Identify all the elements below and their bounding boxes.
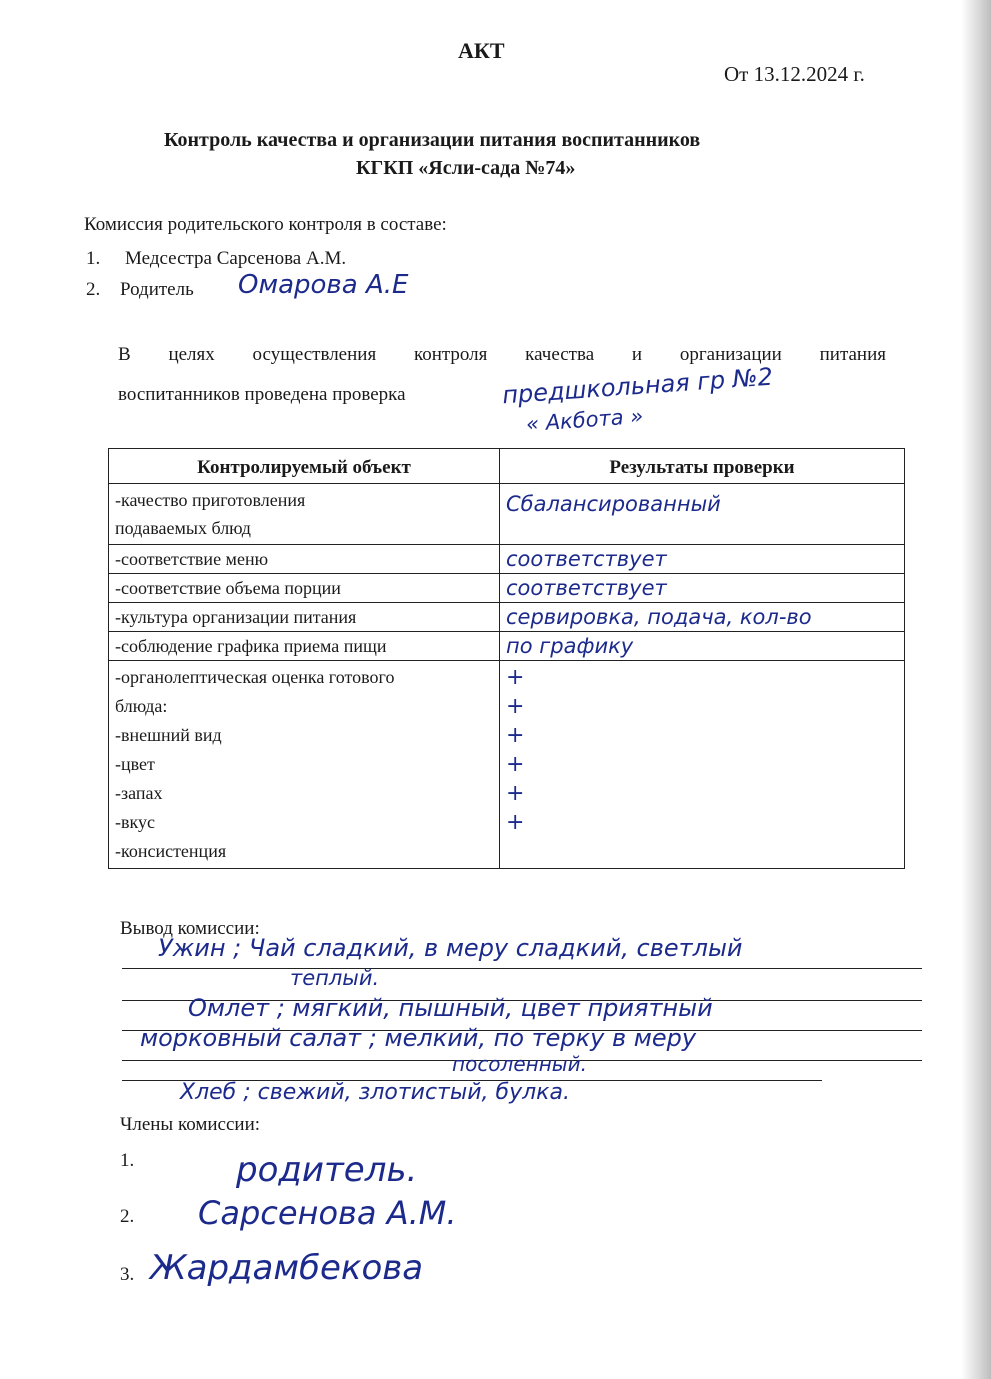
- control-table: [108, 448, 905, 869]
- table-row: [109, 603, 905, 632]
- table-cell-object: [109, 632, 500, 661]
- result-plus: +: [506, 723, 525, 748]
- table-cell-result: [500, 603, 905, 632]
- commission-member-2-num: 2.: [86, 279, 101, 300]
- object-line: подаваемых блюд: [115, 518, 251, 538]
- conclusion-handwritten-5: посоленный.: [452, 1052, 587, 1076]
- commission-member-2-role: Родитель: [120, 279, 194, 300]
- result-handwritten: соответствует: [506, 547, 667, 571]
- result-plus: +: [506, 781, 525, 806]
- object-line: -органолептическая оценка готового: [115, 667, 395, 687]
- result-plus: +: [506, 752, 525, 777]
- purpose-handwritten-2: « Акбота »: [525, 403, 644, 437]
- result-plus: +: [506, 665, 525, 690]
- object-line: -вкус: [115, 812, 155, 832]
- conclusion-label: Вывод комиссии:: [120, 918, 260, 939]
- member-3-signature: Жардамбекова: [150, 1248, 424, 1288]
- table-row: [109, 661, 905, 869]
- conclusion-handwritten-6: Хлеб ; свежий, злотистый, булка.: [180, 1080, 570, 1105]
- table-row: [109, 632, 905, 661]
- members-label: Члены комиссии:: [120, 1114, 261, 1135]
- object-line: -соответствие меню: [115, 549, 269, 569]
- table-cell-object: [109, 603, 500, 632]
- result-plus: +: [506, 694, 525, 719]
- table-cell-object: [109, 484, 500, 545]
- object-line: -внешний вид: [115, 725, 222, 745]
- table-cell-result: [500, 574, 905, 603]
- purpose-handwritten-1: предшкольная гр №2: [501, 362, 774, 410]
- result-handwritten: по графику: [506, 634, 634, 658]
- commission-member-1-role: Медсестра Сарсенова А.М.: [125, 248, 347, 269]
- object-line: -культура организации питания: [115, 607, 357, 627]
- table-cell-result: [500, 632, 905, 661]
- object-line: -цвет: [115, 754, 155, 774]
- result-plus: +: [506, 810, 525, 835]
- table-cell-object: [109, 661, 500, 869]
- member-2-signature: Сарсенова А.М.: [198, 1194, 457, 1232]
- page-edge-shadow: [961, 0, 991, 1379]
- member-1-signature: родитель.: [236, 1150, 418, 1190]
- purpose-line-2: воспитанников проведена проверка: [118, 384, 406, 405]
- object-line: -соответствие объема порции: [115, 578, 341, 598]
- table-cell-object: [109, 574, 500, 603]
- result-handwritten: соответствует: [506, 576, 667, 600]
- table-cell-object: [109, 545, 500, 574]
- object-line: блюда:: [115, 696, 168, 716]
- table-header-row: [109, 449, 905, 484]
- result-handwritten: сервировка, подача, кол-во: [506, 605, 812, 629]
- member-3-num: 3.: [120, 1264, 135, 1285]
- conclusion-rule: [122, 968, 922, 969]
- conclusion-handwritten-2: теплый.: [290, 966, 380, 990]
- table-cell-result: [500, 545, 905, 574]
- table-row: [109, 484, 905, 545]
- result-handwritten: Сбалансированный: [506, 492, 721, 516]
- conclusion-handwritten-4: морковный салат ; мелкий, по терку в меру: [140, 1024, 697, 1052]
- subject-line-1: Контроль качества и организации питания воспитанников: [164, 129, 701, 151]
- commission-member-2-handwritten: Омарова А.Е: [238, 270, 409, 300]
- table-cell-result: [500, 484, 905, 545]
- conclusion-handwritten-3: Омлет ; мягкий, пышный, цвет приятный: [188, 994, 713, 1022]
- object-line: -запах: [115, 783, 163, 803]
- act-title: АКТ: [458, 38, 505, 63]
- purpose-line-1: В целях осуществления контроля качества и организации питания: [118, 344, 886, 365]
- table-cell-result: [500, 661, 905, 869]
- member-2-num: 2.: [120, 1206, 135, 1227]
- table-header-object: Контролируемый объект: [109, 449, 500, 484]
- commission-member-1-num: 1.: [86, 248, 101, 269]
- conclusion-handwritten-1: Ужин ; Чай сладкий, в меру сладкий, светлый: [158, 934, 743, 962]
- member-1-num: 1.: [120, 1150, 135, 1171]
- table-row: [109, 545, 905, 574]
- object-line: -консистенция: [115, 841, 227, 861]
- object-line: -качество приготовления: [115, 490, 306, 510]
- table-row: [109, 574, 905, 603]
- table-header-result: Результаты проверки: [500, 449, 905, 484]
- object-line: -соблюдение графика приема пищи: [115, 636, 387, 656]
- subject-line-2: КГКП «Ясли-сада №74»: [356, 157, 576, 179]
- act-date: От 13.12.2024 г.: [724, 62, 865, 86]
- commission-intro: Комиссия родительского контроля в составе:: [84, 214, 447, 235]
